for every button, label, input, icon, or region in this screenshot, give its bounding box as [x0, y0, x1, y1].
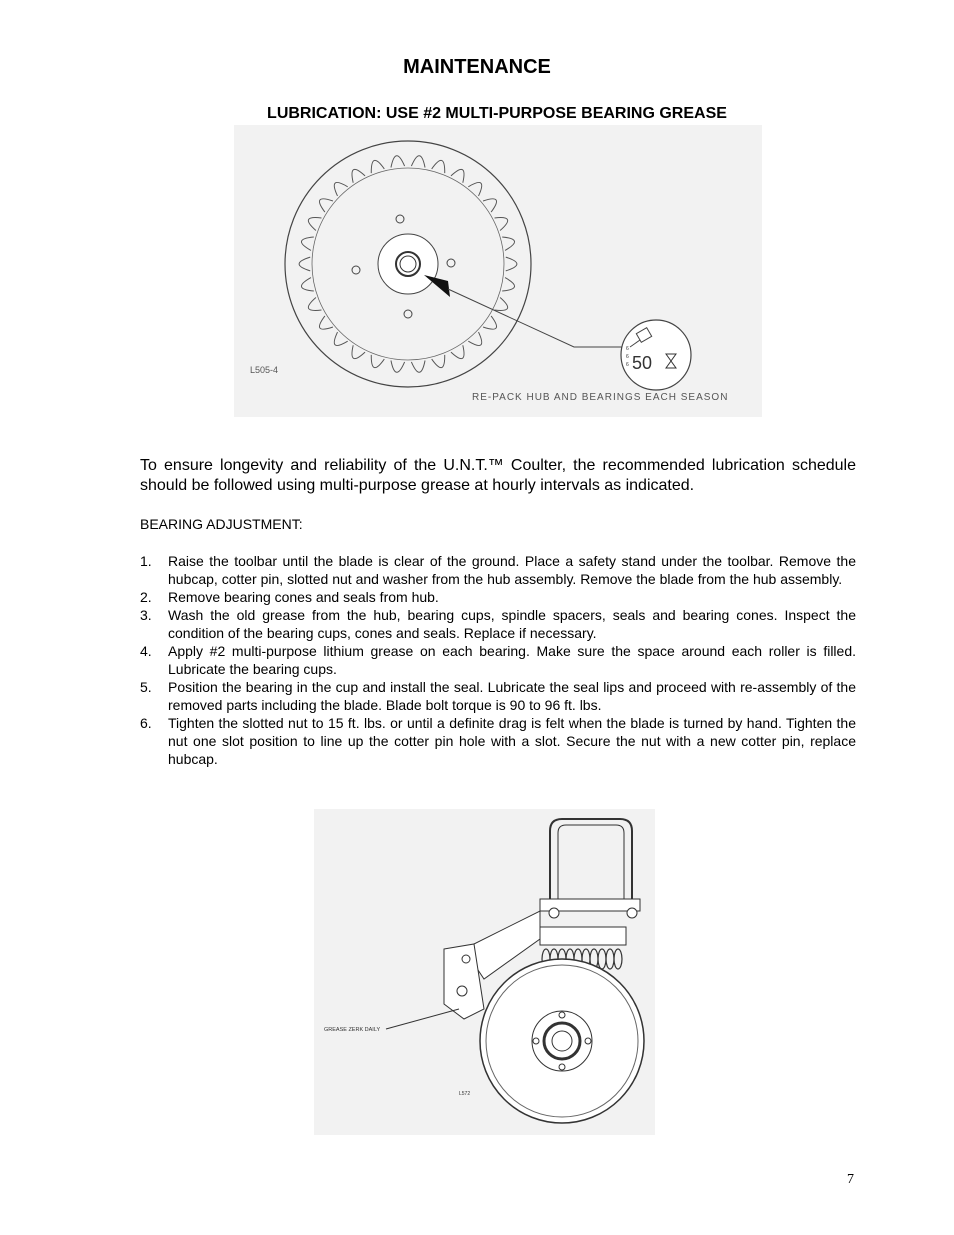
list-item: 4. Apply #2 multi-purpose lithium grease on each bearing. Make sure the space around each roller is filled. Lubricate the bearing cups. — [140, 643, 856, 677]
list-item: 2. Remove bearing cones and seals from hub. — [140, 589, 439, 605]
page-title: MAINTENANCE — [403, 56, 551, 78]
interval-label: 50 — [632, 353, 653, 373]
intro-paragraph: To ensure longevity and reliability of the U.N.T.™ Coulter, the recommended lubrication schedule should be followed using multi-purpose grease at hourly intervals as indicated. — [140, 457, 856, 494]
grease-zerk-callout: GREASE ZERK DAILY — [324, 1027, 381, 1033]
figure2-part-label: L572 — [459, 1091, 471, 1097]
svg-text:6: 6 — [626, 346, 629, 352]
list-item: 5. Position the bearing in the cup and install the seal. Lubricate the seal lips and proceed with re-assembly of the removed parts including the blade. Blade bolt torque is 90 to 96 ft. lbs. — [140, 679, 856, 713]
svg-text:6: 6 — [626, 354, 629, 360]
svg-text:6: 6 — [626, 362, 629, 368]
list-item: 6. Tighten the slotted nut to 15 ft. lbs. or until a definite drag is felt when the blade is turned by hand. Tighten the nut one slot position to line up the cotter pin hole with a slot. Secure the nut with a new cotter pin, replace hubcap. — [140, 715, 856, 767]
figure1-caption: RE-PACK HUB AND BEARINGS EACH SEASON — [472, 392, 729, 403]
page-number: 7 — [847, 1172, 854, 1187]
coulter-blade-figure — [234, 125, 762, 417]
figure1-part-label: L505-4 — [250, 365, 279, 375]
bearing-steps-list — [140, 552, 856, 768]
section-subtitle: LUBRICATION: USE #2 MULTI-PURPOSE BEARING GREASE — [267, 105, 727, 122]
bearing-adjustment-heading: BEARING ADJUSTMENT: — [140, 516, 303, 532]
list-item: 1. Raise the toolbar until the blade is clear of the ground. Place a safety stand under the toolbar. Remove the hubcap, cotter pin, slotted nut and washer from the hub assembly. Remove the blade from the hub assembly. — [140, 553, 856, 587]
list-item: 3. Wash the old grease from the hub, bearing cups, spindle spacers, seals and bearing cones. Inspect the condition of the bearing cups, cones and seals. Replace if necessary. — [140, 607, 856, 641]
coulter-assembly-figure — [314, 809, 655, 1135]
